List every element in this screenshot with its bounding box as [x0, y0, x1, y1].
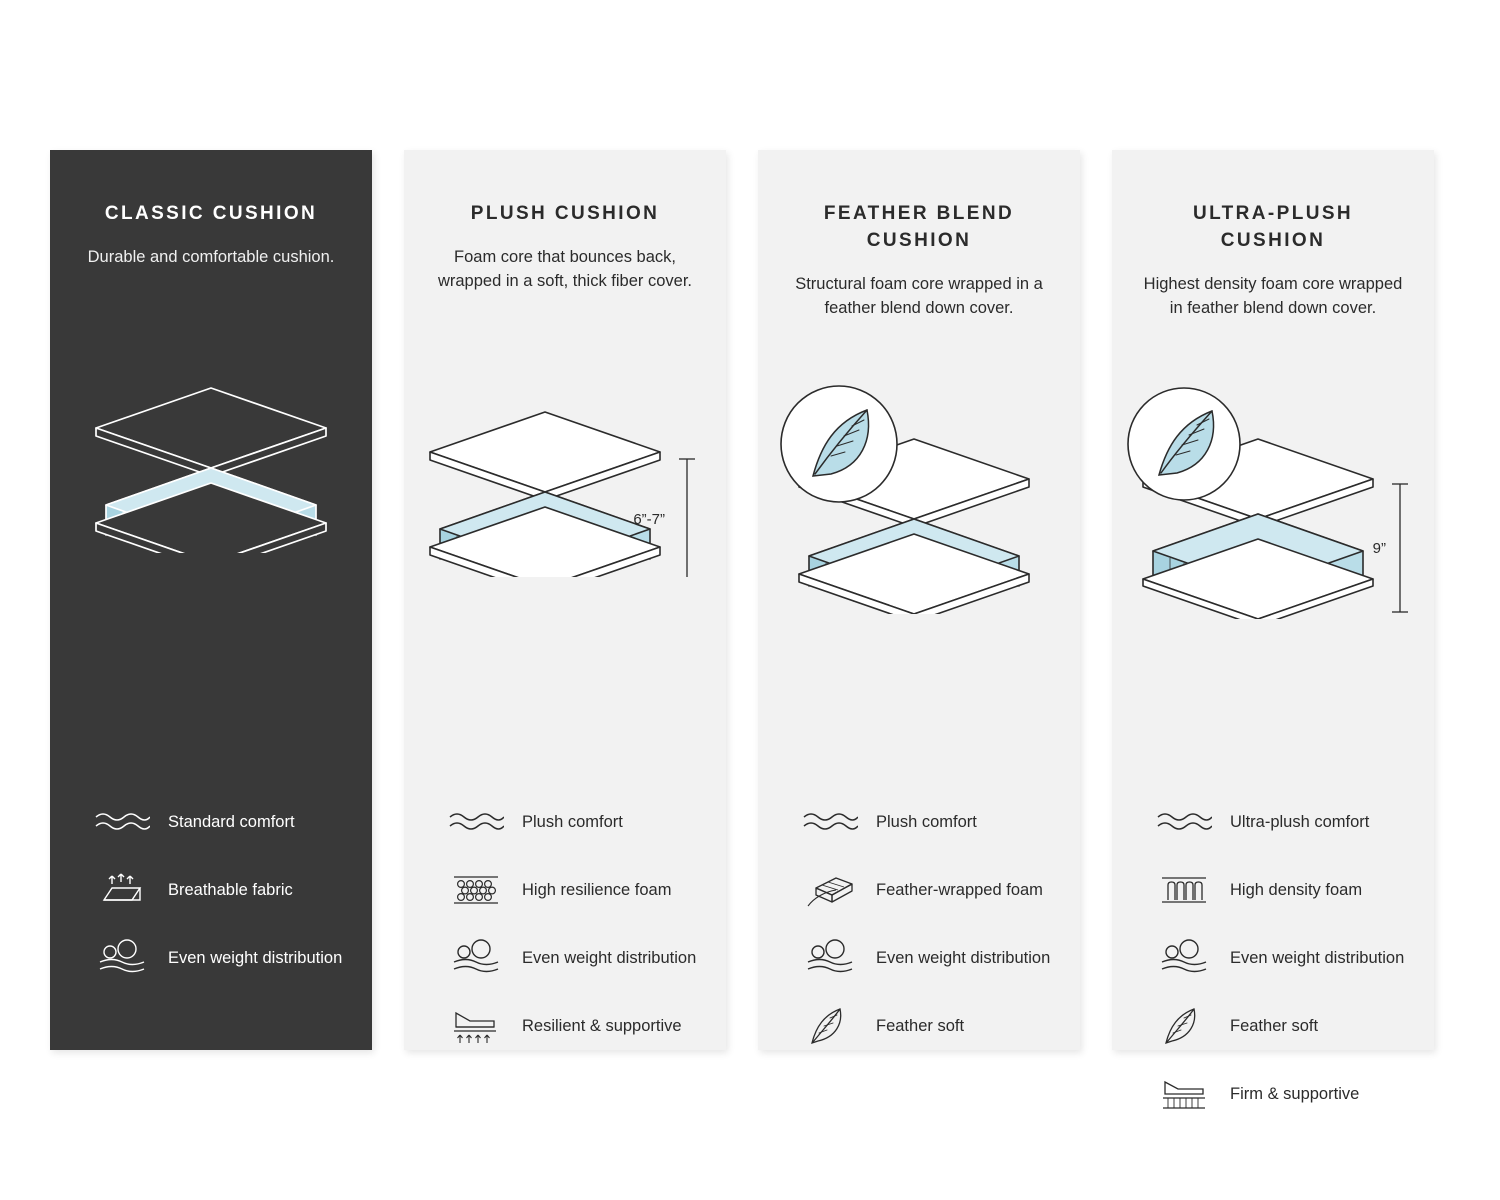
card-description: Highest density foam core wrapped in feather blend down cover.: [1143, 275, 1403, 317]
firm-supportive-icon: [1156, 1074, 1218, 1114]
wave-icon: [448, 810, 510, 834]
feather-wrapped-foam-icon: [802, 868, 864, 912]
feature-item: [448, 936, 700, 980]
feature-item: [1156, 1072, 1408, 1116]
card-description: Durable and comfortable cushion.: [87, 248, 335, 266]
card-title: PLUSH CUSHION: [470, 203, 660, 224]
feature-item: [1156, 1004, 1408, 1048]
even-weight-icon: [1156, 938, 1218, 978]
feature-item: [802, 868, 1054, 912]
feature-item: [94, 936, 346, 980]
card-feather-blend-cushion[interactable]: [758, 150, 1080, 1050]
card-title: ULTRA-PLUSH CUSHION: [1192, 203, 1354, 251]
cushion-illustration-ultra-plush: [1138, 334, 1408, 624]
card-plush-cushion[interactable]: [404, 150, 726, 1050]
feature-label: Feather soft: [1230, 1017, 1319, 1035]
even-weight-icon: [802, 938, 864, 978]
dimension-label: 9”: [1372, 540, 1386, 557]
leaf-badge: [1128, 388, 1240, 500]
card-title: FEATHER BLEND CUSHION: [823, 203, 1015, 251]
feature-item: [94, 868, 346, 912]
feature-list: [1156, 800, 1408, 1140]
feature-item: [448, 868, 700, 912]
card-ultra-plush-cushion[interactable]: [1112, 150, 1434, 1103]
feature-label: Standard comfort: [168, 813, 295, 831]
feature-label: Feather soft: [876, 1017, 965, 1035]
feature-label: High resilience foam: [522, 881, 672, 899]
card-row: [50, 150, 1434, 1103]
exploded-cushion-svg: [769, 334, 1069, 614]
feature-label: Ultra-plush comfort: [1230, 813, 1370, 831]
feature-item: [1156, 868, 1408, 912]
feature-label: Even weight distribution: [168, 949, 343, 967]
feature-item: [802, 800, 1054, 844]
feature-item: [448, 1004, 700, 1048]
feature-item: [448, 800, 700, 844]
feature-label: Even weight distribution: [1230, 949, 1405, 967]
leaf-badge: [781, 386, 897, 502]
high-density-foam-icon: [1156, 872, 1218, 908]
exploded-cushion-svg: [1118, 334, 1428, 619]
card-title: CLASSIC CUSHION: [104, 203, 318, 224]
feature-label: Resilient & supportive: [522, 1017, 682, 1035]
feature-item: [802, 936, 1054, 980]
cushion-illustration-plush: [430, 307, 700, 597]
even-weight-icon: [448, 938, 510, 978]
feature-label: Breathable fabric: [168, 881, 293, 899]
wave-icon: [1156, 810, 1218, 834]
feature-label: Even weight distribution: [522, 949, 697, 967]
feature-item: [1156, 800, 1408, 844]
feature-list: [94, 800, 346, 1004]
even-weight-icon: [94, 938, 156, 978]
breathable-fabric-icon: [94, 870, 156, 910]
feature-item: [94, 800, 346, 844]
exploded-cushion-svg: [71, 283, 351, 553]
card-classic-cushion[interactable]: [50, 150, 372, 1050]
feature-label: Feather-wrapped foam: [876, 881, 1043, 899]
feather-icon: [1156, 1005, 1218, 1047]
feature-item: [1156, 936, 1408, 980]
feature-list: [802, 800, 1054, 1072]
card-description: Foam core that bounces back, wrapped in a soft, thick fiber cover.: [437, 248, 693, 290]
feature-list: [448, 800, 700, 1072]
feature-label: Plush comfort: [522, 813, 623, 831]
feather-icon: [802, 1005, 864, 1047]
cushion-illustration-feather-blend: [784, 334, 1054, 624]
honeycomb-foam-icon: [448, 870, 510, 910]
feature-label: High density foam: [1230, 881, 1363, 899]
card-description: Structural foam core wrapped in a feather blend down cover.: [795, 275, 1043, 317]
wave-icon: [94, 810, 156, 834]
supportive-chaise-icon: [448, 1005, 510, 1047]
feature-label: Plush comfort: [876, 813, 977, 831]
feature-item: [802, 1004, 1054, 1048]
cushion-illustration-classic: [76, 283, 346, 573]
exploded-cushion-svg: [415, 307, 715, 577]
feature-label: Firm & supportive: [1230, 1085, 1360, 1103]
wave-icon: [802, 810, 864, 834]
dimension-label: 6”-7”: [633, 511, 665, 528]
feature-label: Even weight distribution: [876, 949, 1051, 967]
